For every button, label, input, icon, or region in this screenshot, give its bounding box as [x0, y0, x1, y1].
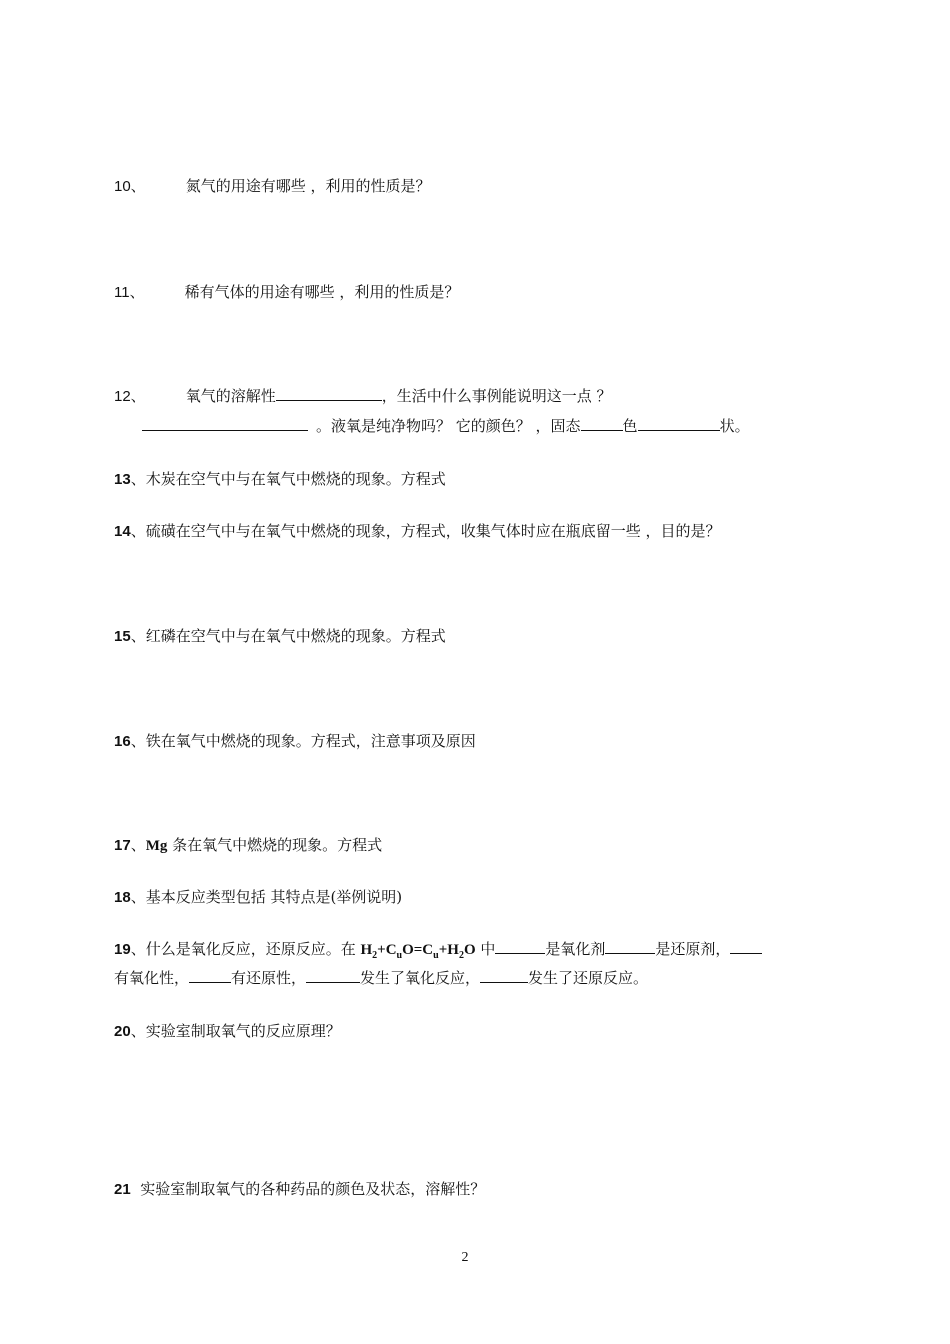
question-number: 11、: [114, 284, 145, 301]
question-text: 发生了氧化反应，: [360, 969, 481, 987]
question-text: 实验室制取氧气的各种药品的颜色及状态，溶解性？: [130, 1180, 486, 1198]
answer-blank[interactable]: [638, 416, 720, 431]
answer-blank[interactable]: [730, 939, 762, 954]
question-text: 、硫磺在空气中与在氧气中燃烧的现象，方程式，收集气体时应在瓶底留一些 ，目的是？: [130, 522, 721, 540]
question-separator: 、: [130, 836, 146, 854]
question-number: 13: [114, 471, 131, 488]
question-number: 16: [114, 733, 131, 750]
question-18: [114, 887, 402, 908]
question-text: 条在氧气中燃烧的现象。方程式: [167, 836, 383, 854]
question-12: [114, 386, 611, 407]
answer-blank[interactable]: [480, 968, 528, 983]
question-number: 14: [114, 523, 131, 540]
answer-blank[interactable]: [189, 968, 231, 983]
question-20: [114, 1021, 341, 1042]
question-number: 18: [114, 889, 131, 906]
question-13: [114, 469, 446, 490]
question-17: [114, 835, 382, 856]
question-text: 、红磷在空气中与在氧气中燃烧的现象。方程式: [130, 627, 446, 645]
question-number: 10、: [114, 178, 146, 195]
question-text: 、铁在氧气中燃烧的现象。方程式，注意事项及原因: [130, 732, 476, 750]
question-10: [114, 176, 430, 197]
question-number: 12、: [114, 388, 146, 405]
question-11: [114, 282, 459, 303]
question-text: 色: [622, 417, 638, 435]
question-text: 、基本反应类型包括 其特点是(举例说明): [130, 888, 403, 906]
chemical-equation: $H_2+C_uO=C_u+H_2O$: [360, 942, 476, 961]
answer-blank[interactable]: [495, 939, 545, 954]
answer-blank[interactable]: [142, 416, 308, 431]
question-number: 19: [114, 941, 131, 958]
question-text: 有还原性，: [231, 969, 307, 987]
question-19: [114, 939, 762, 960]
page-number: 2: [461, 1250, 469, 1265]
question-15: [114, 626, 446, 647]
answer-blank[interactable]: [605, 939, 655, 954]
question-text: 状。: [719, 417, 750, 435]
question-number: 15: [114, 628, 131, 645]
question-text: 中: [475, 940, 496, 958]
question-number: 17: [114, 837, 131, 854]
question-text: 、实验室制取氧气的反应原理？: [130, 1022, 341, 1040]
question-19-continued: [114, 968, 648, 988]
question-text: 是还原剂，: [655, 940, 731, 958]
question-text: 氮气的用途有哪些 ，利用的性质是？: [185, 177, 431, 195]
question-text: 稀有气体的用途有哪些 ，利用的性质是？: [184, 283, 460, 301]
answer-blank[interactable]: [276, 386, 382, 401]
answer-blank[interactable]: [306, 968, 360, 983]
question-14: [114, 521, 720, 542]
question-text: 是氧化剂: [545, 940, 606, 958]
answer-blank[interactable]: [581, 416, 623, 431]
question-text: 氧气的溶解性: [185, 387, 276, 405]
question-16: [114, 731, 476, 752]
question-text: 、木炭在空气中与在氧气中燃烧的现象。方程式: [130, 470, 446, 488]
question-number: 20: [114, 1023, 131, 1040]
question-text: ，生活中什么事例能说明这一点 ？: [381, 387, 612, 405]
question-text: 有氧化性，: [114, 969, 190, 987]
question-text: 发生了还原反应。: [528, 969, 649, 987]
question-number: 21: [114, 1181, 131, 1198]
question-text: 。液氧是纯净物吗？ 它的颜色？ ，固态: [316, 417, 581, 435]
question-text: 、什么是氧化反应，还原反应。在: [130, 940, 361, 958]
magnesium-symbol: Mg: [145, 838, 168, 854]
question-21: [114, 1179, 485, 1200]
question-12-continued: [142, 416, 750, 436]
